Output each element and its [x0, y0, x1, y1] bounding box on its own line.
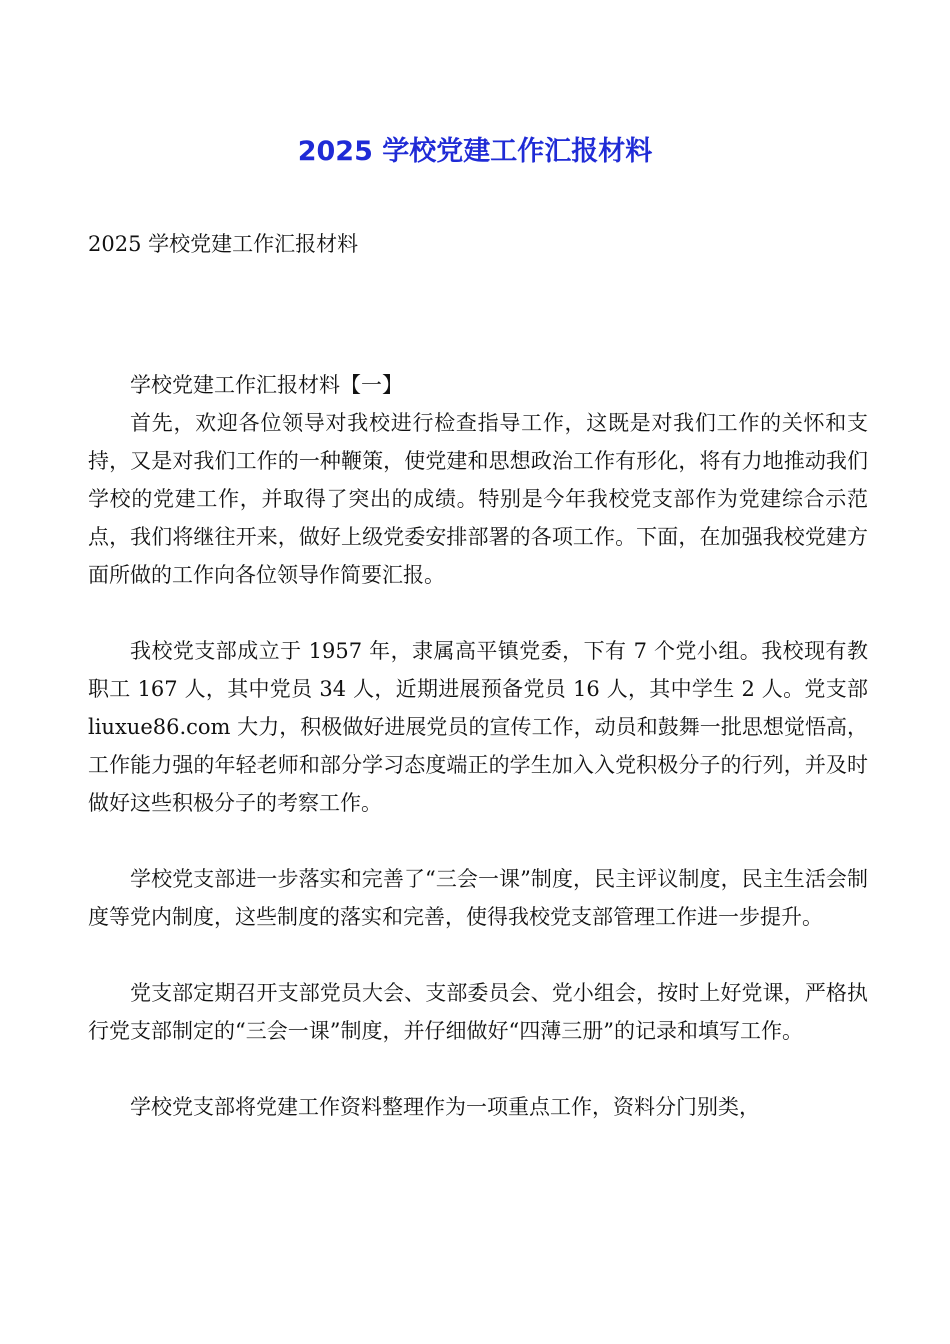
paragraph-1: 首先，欢迎各位领导对我校进行检查指导工作，这既是对我们工作的关怀和支持，又是对我们工作的一种鞭策，使党建和思想政治工作有形化，将有力地推动我们学校的党建工作，并取得了突出的成绩。特别是今年我校党支部作为党建综合示范点，我们将继往开来，做好上级党委安排部署的各项工作。下面，在加强我校党建方面所做的工作向各位领导作简要汇报。	[88, 411, 868, 587]
paragraph-spacer	[88, 822, 868, 860]
paragraph-3: 学校党支部进一步落实和完善了“三会一课”制度，民主评议制度，民主生活会制度等党内制度，这些制度的落实和完善，使得我校党支部管理工作进一步提升。	[88, 867, 868, 929]
document-body	[88, 366, 868, 1126]
section-heading: 学校党建工作汇报材料【一】	[130, 373, 403, 397]
paragraph-spacer	[88, 594, 868, 632]
paragraph-2: 我校党支部成立于 1957 年，隶属高平镇党委，下有 7 个党小组。我校现有教职工 167 人，其中党员 34 人，近期进展预备党员 16 人，其中学生 2 人。党支部 liuxue86.com 大力，积极做好进展党员的宣传工作，动员和鼓舞一批思想觉悟高，工作能力强的年轻老师和部分学习态度端正的学生加入入党积极分子的行列，并及时做好这些积极分子的考察工作。	[88, 639, 868, 815]
document-title: 2025 学校党建工作汇报材料	[297, 136, 653, 167]
paragraph-spacer	[88, 936, 868, 974]
paragraph-4: 党支部定期召开支部党员大会、支部委员会、党小组会，按时上好党课，严格执行党支部制定的“三会一课”制度，并仔细做好“四薄三册”的记录和填写工作。	[88, 981, 868, 1043]
paragraph-spacer	[88, 1050, 868, 1088]
paragraph-5: 学校党支部将党建工作资料整理作为一项重点工作，资料分门别类，	[130, 1095, 760, 1119]
document-subtitle: 2025 学校党建工作汇报材料	[88, 232, 359, 256]
